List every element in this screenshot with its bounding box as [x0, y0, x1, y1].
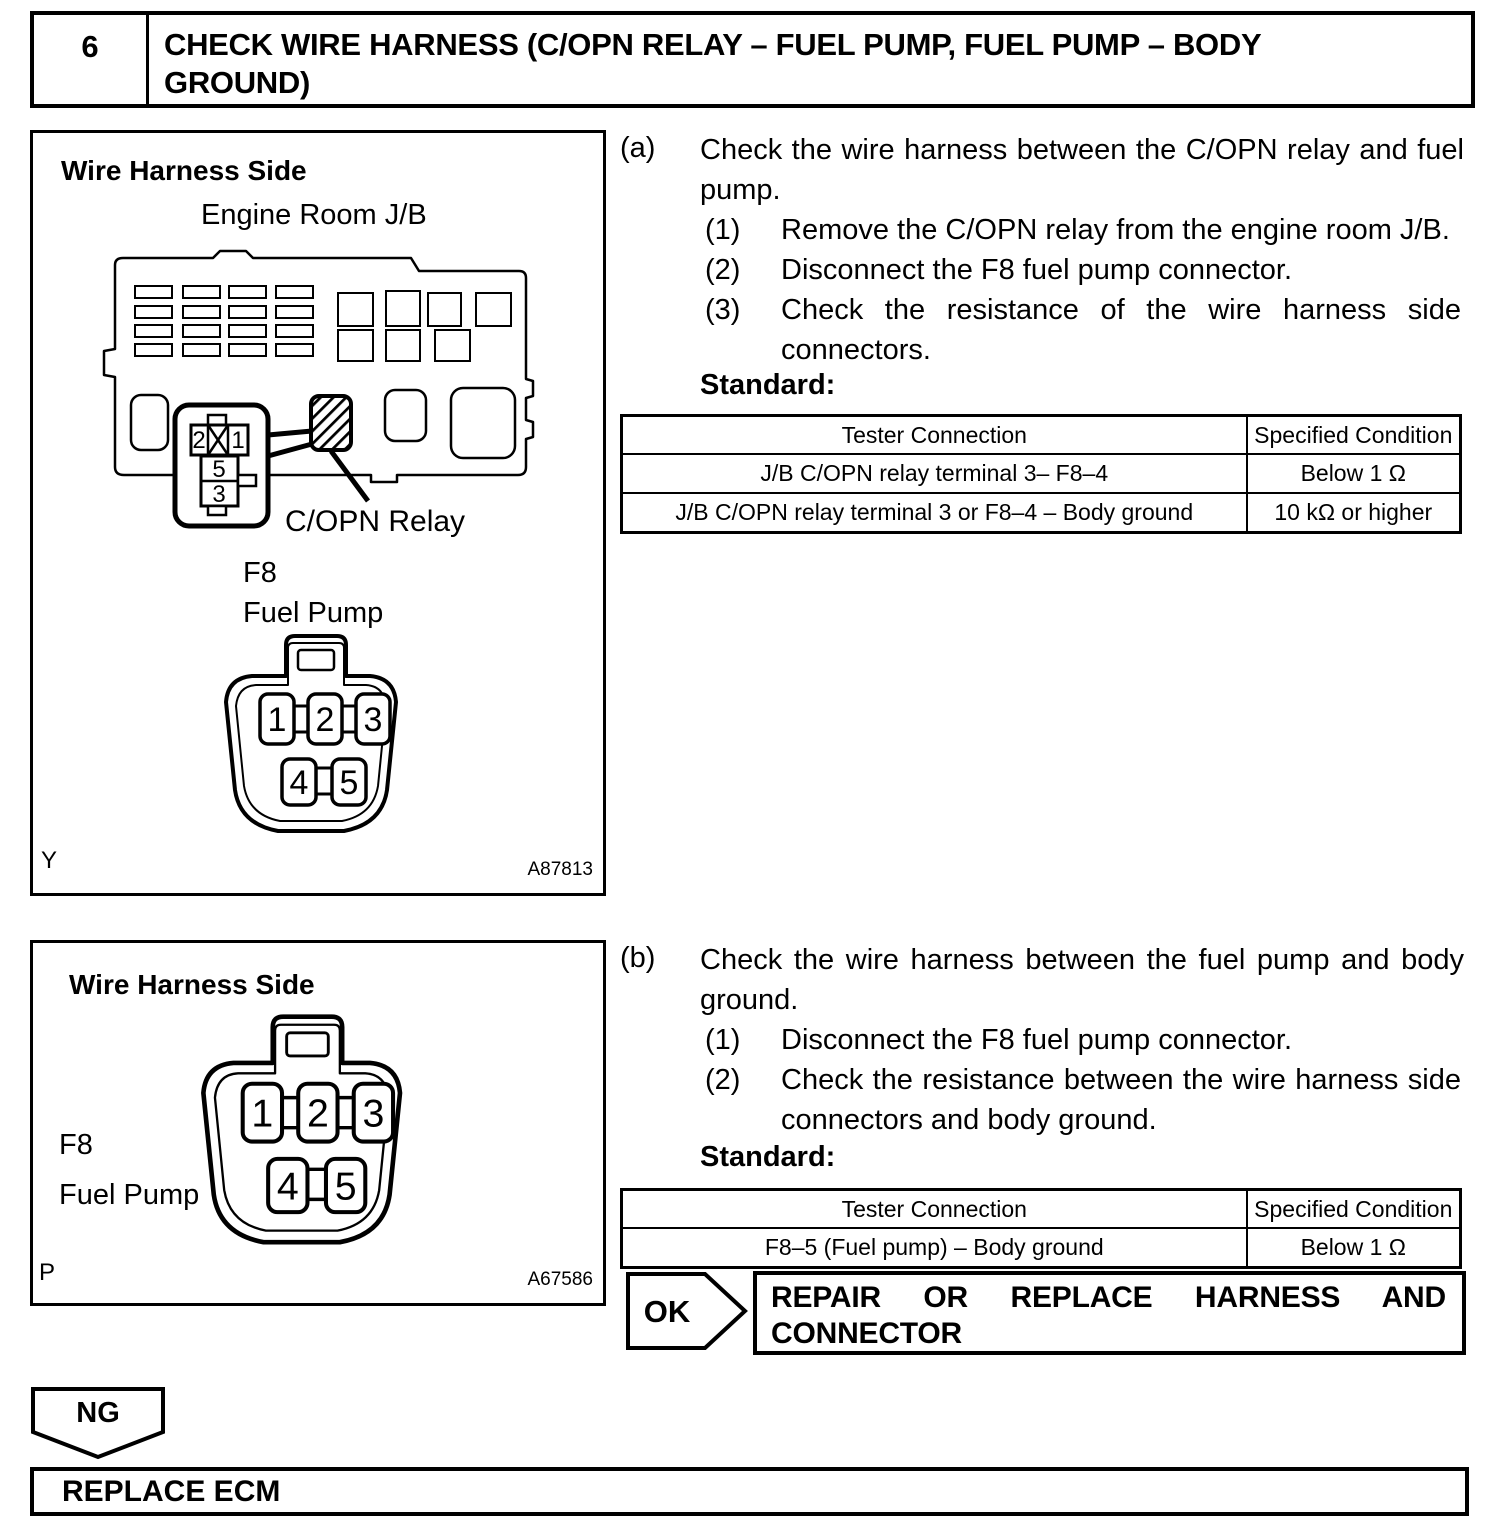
- figure1-corner-mark: Y: [41, 847, 58, 874]
- step-item: [705, 290, 1461, 370]
- specified-condition-cell: Below 1 Ω: [1247, 454, 1461, 493]
- pin-3: 3: [363, 701, 383, 739]
- ok-badge: [625, 1271, 749, 1351]
- pin-2: 2: [315, 701, 335, 739]
- col-header-specified-condition: Specified Condition: [1247, 416, 1461, 455]
- section-b-steps: [705, 1020, 1461, 1140]
- replace-ecm-box: REPLACE ECM: [30, 1467, 1469, 1516]
- step-title: CHECK WIRE HARNESS (C/OPN RELAY – FUEL PUMP, FUEL PUMP – BODY GROUND): [164, 27, 1261, 100]
- tester-connection-cell: J/B C/OPN relay terminal 3– F8–4: [622, 454, 1247, 493]
- relay-pin-3: 3: [212, 481, 226, 508]
- section-a-steps: [705, 210, 1461, 370]
- table-row: [622, 454, 1461, 493]
- figure2-corner-mark: P: [39, 1259, 56, 1286]
- step-number: (1): [705, 1024, 741, 1056]
- pin-5: 5: [339, 764, 359, 802]
- step-number: (2): [705, 1064, 741, 1096]
- section-a-spec-table: [620, 414, 1462, 534]
- pin-4: 4: [276, 1164, 299, 1209]
- pin-4: 4: [289, 764, 309, 802]
- figure1-code: A87813: [527, 859, 593, 880]
- figure1-connector-id: F8: [243, 557, 277, 589]
- specified-condition-cell: 10 kΩ or higher: [1247, 493, 1461, 533]
- step-text: Disconnect the F8 fuel pump connector.: [781, 254, 1293, 286]
- pin-2: 2: [306, 1091, 329, 1136]
- step-number: (2): [705, 254, 741, 286]
- section-a-intro: Check the wire harness between the C/OPN relay and fuel pump.: [700, 134, 1464, 206]
- step-text: Check the resistance between the wire harness side connectors and body ground.: [781, 1064, 1461, 1136]
- section-b-spec-table: [620, 1188, 1462, 1269]
- f8-connector-drawing-large: [171, 1007, 437, 1253]
- relay-pin-5: 5: [212, 456, 226, 483]
- col-header-tester-connection: Tester Connection: [622, 1190, 1247, 1229]
- tester-connection-cell: F8–5 (Fuel pump) – Body ground: [622, 1228, 1247, 1268]
- table-header-row: [622, 1190, 1461, 1229]
- col-header-tester-connection: Tester Connection: [622, 416, 1247, 455]
- section-b-intro: Check the wire harness between the fuel pump and body ground.: [700, 944, 1464, 1016]
- step-text: Disconnect the F8 fuel pump connector.: [781, 1024, 1293, 1056]
- pin-1: 1: [267, 701, 287, 739]
- specified-condition-cell: Below 1 Ω: [1247, 1228, 1461, 1268]
- pin-5: 5: [334, 1164, 357, 1209]
- section-b-label: (b): [620, 942, 656, 974]
- step-text: Check the resistance of the wire harness side connectors.: [781, 294, 1461, 366]
- engine-room-jb-drawing: [99, 248, 539, 548]
- figure-f8-connector: [30, 940, 606, 1306]
- step-header: [30, 11, 1475, 108]
- relay-pin-1: 1: [231, 427, 245, 454]
- step-item: [705, 210, 1461, 250]
- col-header-specified-condition: Specified Condition: [1247, 1190, 1461, 1229]
- engine-room-jb-label: Engine Room J/B: [201, 199, 427, 231]
- step-number: (1): [705, 214, 741, 246]
- section-a-label: (a): [620, 132, 656, 164]
- pin-3: 3: [362, 1091, 385, 1136]
- figure2-connector-name: Fuel Pump: [59, 1179, 200, 1211]
- table-row: [622, 493, 1461, 533]
- figure-engine-room-jb: [30, 130, 606, 896]
- section-b-standard-label: Standard:: [700, 1141, 836, 1173]
- step-text: Remove the C/OPN relay from the engine room J/B.: [781, 214, 1450, 246]
- tester-connection-cell: J/B C/OPN relay terminal 3 or F8–4 – Body ground: [622, 493, 1247, 533]
- ok-action-box: REPAIR OR REPLACE HARNESS AND CONNECTOR: [753, 1271, 1466, 1355]
- ok-badge-label: OK: [643, 1294, 691, 1329]
- step-item: [705, 1060, 1461, 1140]
- table-header-row: [622, 416, 1461, 455]
- step-number: 6: [34, 15, 149, 104]
- figure1-caption: Wire Harness Side: [61, 155, 307, 186]
- ng-badge: [30, 1386, 166, 1460]
- table-row: [622, 1228, 1461, 1268]
- figure2-connector-id: F8: [59, 1129, 93, 1161]
- pin-1: 1: [251, 1091, 274, 1136]
- step-item: [705, 250, 1461, 290]
- relay-squares: [338, 291, 511, 361]
- copn-relay-label: C/OPN Relay: [285, 505, 466, 538]
- fuse-grid: [135, 286, 313, 356]
- step-number: (3): [705, 294, 741, 326]
- figure1-connector-name: Fuel Pump: [243, 597, 384, 629]
- relay-pin-2: 2: [192, 427, 206, 454]
- figure2-caption: Wire Harness Side: [69, 969, 315, 1000]
- figure2-code: A67586: [527, 1269, 593, 1290]
- copn-relay-location: [311, 396, 351, 450]
- f8-connector-drawing-small: [198, 628, 428, 840]
- step-item: [705, 1020, 1461, 1060]
- ng-badge-label: NG: [76, 1397, 120, 1429]
- section-a-standard-label: Standard:: [700, 369, 836, 401]
